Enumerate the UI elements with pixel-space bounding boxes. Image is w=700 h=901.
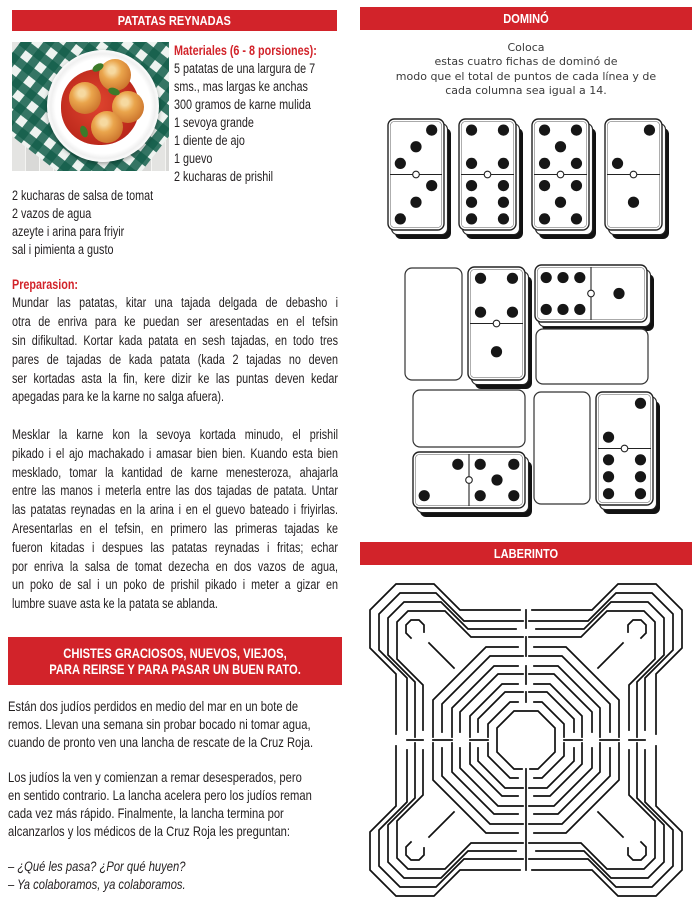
ingredient-item-group bbox=[12, 187, 252, 259]
domino-pip bbox=[426, 125, 437, 136]
domino-pip bbox=[498, 125, 509, 136]
domino-title-bar bbox=[360, 7, 692, 30]
preparation-line: Aresentarlas en el tefsin, en primero las primeras tajadas ke bbox=[12, 520, 338, 536]
recipe-title-bar bbox=[12, 10, 337, 31]
domino-pip bbox=[539, 213, 550, 224]
domino-grid-slot bbox=[413, 390, 525, 447]
preparation-line: lumbre suave asta ke la patata se ablanda. bbox=[12, 596, 218, 612]
joke-paragraph bbox=[8, 698, 344, 751]
domino-pip bbox=[571, 213, 582, 224]
domino-pip bbox=[612, 158, 623, 169]
domino-pip bbox=[498, 197, 509, 208]
domino-pip bbox=[475, 273, 486, 284]
domino-pip bbox=[466, 213, 477, 224]
domino-center-pin bbox=[588, 290, 595, 297]
jokes-title-line: CHISTES GRACIOSOS, NUEVOS, VIEJOS, bbox=[63, 645, 287, 661]
preparation-line: Mundar las patatas, kitar una tajada delgada de debasho i bbox=[12, 295, 338, 311]
maze-quadrant bbox=[529, 743, 682, 896]
domino-center-pin bbox=[413, 171, 420, 178]
maze bbox=[366, 580, 686, 900]
ingredient-item: azeyte i arina para friyir bbox=[12, 224, 125, 239]
dialogue-line: – ¿Qué les pasa? ¿Por qué huyen? bbox=[8, 858, 186, 875]
domino-grid-piece bbox=[468, 267, 532, 389]
ingredient-item: sms., mas largas ke anchas bbox=[174, 79, 308, 94]
domino-pip bbox=[603, 471, 614, 482]
domino-pip bbox=[571, 180, 582, 191]
joke-dialogue bbox=[8, 858, 344, 894]
recipe-photo bbox=[12, 42, 169, 171]
preparation-line: entre las manos i meterla entre las dos tajadas de patata. Untar bbox=[12, 483, 338, 499]
joke-line: Los judíos la ven y comienzan a remar desesperados, pero bbox=[8, 769, 302, 786]
preparation-line: un poko de sal i un poko de prishil pikado i meter a gizar en bbox=[12, 577, 338, 593]
domino-pip bbox=[508, 490, 519, 501]
domino-pip bbox=[635, 471, 646, 482]
domino-title: DOMINÓ bbox=[503, 11, 549, 26]
potato-ball bbox=[69, 82, 101, 114]
recipe-title: PATATAS REYNADAS bbox=[117, 13, 231, 28]
domino-grid-piece bbox=[413, 452, 532, 517]
ingredient-item: 300 gramos de karne mulida bbox=[174, 97, 311, 112]
domino-pip bbox=[603, 454, 614, 465]
joke-line: en sentido contrario. La lancha acelera pero los judíos reman bbox=[8, 786, 312, 803]
instruction-line: cada columna sea igual a 14. bbox=[445, 84, 607, 98]
domino-pip bbox=[466, 125, 477, 136]
preparation-line: pares de tajadas de kada patata (kada 2 tajadas no deven bbox=[12, 351, 338, 367]
domino-pip bbox=[466, 180, 477, 191]
jokes-title-box bbox=[8, 637, 342, 685]
domino-center-pin bbox=[557, 171, 564, 178]
ingredient-item: 5 patatas de una largura de 7 bbox=[174, 61, 316, 76]
domino-empty-slot bbox=[536, 329, 648, 384]
joke-text bbox=[8, 698, 344, 894]
maze-wall bbox=[488, 702, 518, 737]
domino-pip bbox=[475, 459, 486, 470]
ingredient-item: 2 vazos de agua bbox=[12, 206, 92, 221]
maze-wall bbox=[406, 620, 424, 638]
ingredient-item: 1 diente de ajo bbox=[174, 133, 245, 148]
joke-line: alcanzarlos y los médicos de la Cruz Roja les preguntan: bbox=[8, 822, 291, 839]
maze-title: LABERINTO bbox=[493, 546, 559, 561]
ingredient-item-group bbox=[174, 60, 337, 186]
domino-pip bbox=[555, 197, 566, 208]
paragraph-spacer bbox=[8, 840, 344, 858]
domino-pip bbox=[466, 197, 477, 208]
preparation-line: otra de enriva para ke puedan ser aresentadas en el tefsin bbox=[12, 314, 338, 330]
joke-line: Están dos judíos perdidos en medio del mar en un bote de bbox=[8, 698, 299, 714]
domino-empty-slot bbox=[534, 392, 590, 504]
dialogue-line: – Ya colaboramos, ya colaboramos. bbox=[8, 875, 186, 892]
domino-center-pin bbox=[621, 445, 628, 452]
domino-grid-slot bbox=[536, 329, 648, 384]
domino-pip bbox=[410, 197, 421, 208]
preparation-heading: Preparasion: bbox=[12, 276, 79, 292]
preparation-line: por enriva la salsa de tomat dezecha en dos vazos de agua, bbox=[12, 558, 338, 574]
domino-pip bbox=[507, 307, 518, 318]
domino-center-pin bbox=[493, 320, 500, 327]
instruction-line: modo que el total de puntos de cada línea y de bbox=[395, 69, 657, 83]
domino-pip bbox=[419, 490, 430, 501]
domino-pip bbox=[507, 273, 518, 284]
domino-grid-slot bbox=[405, 268, 462, 380]
domino-pip bbox=[571, 158, 582, 169]
potato-ball bbox=[99, 59, 131, 91]
domino-pip bbox=[395, 213, 406, 224]
domino-pip bbox=[644, 125, 655, 136]
domino-pip bbox=[466, 158, 477, 169]
domino-pip bbox=[475, 307, 486, 318]
preparation-paragraph bbox=[12, 426, 338, 614]
domino-pip bbox=[508, 459, 519, 470]
domino-pip bbox=[574, 272, 585, 283]
domino-pip bbox=[539, 158, 550, 169]
domino-pip bbox=[613, 288, 624, 299]
instruction-line-group bbox=[360, 41, 692, 99]
domino-pip bbox=[426, 180, 437, 191]
paragraph-spacer bbox=[8, 751, 344, 769]
ingredient-item: 1 sevoya grande bbox=[174, 115, 254, 130]
domino-grid-piece bbox=[596, 392, 660, 514]
domino-pip bbox=[395, 158, 406, 169]
joke-line: remos. Llevan una semana sin probar bocado ni tomar agua, bbox=[8, 715, 311, 732]
domino-pip bbox=[475, 490, 486, 501]
domino-empty-slot bbox=[405, 268, 462, 380]
domino-grid-piece bbox=[535, 265, 654, 331]
preparation-line: mesklado, tomar la kantidad de karne menesteroza, ahajarla bbox=[12, 464, 338, 480]
maze-quadrant bbox=[370, 743, 523, 896]
paragraph-spacer bbox=[12, 407, 338, 426]
instruction-line: Coloca bbox=[507, 41, 545, 54]
domino-piece bbox=[532, 119, 596, 239]
maze-title-bar bbox=[360, 542, 692, 565]
domino-piece bbox=[388, 119, 451, 239]
jokes-title bbox=[8, 645, 342, 677]
preparation-line: Mesklar la karne kon la sevoya kortada minudo, el prishil bbox=[12, 426, 338, 442]
preparation-section bbox=[12, 276, 338, 614]
domino-pip bbox=[603, 432, 614, 443]
domino-pip bbox=[498, 213, 509, 224]
joke-paragraph bbox=[8, 769, 344, 840]
domino-pip bbox=[555, 141, 566, 152]
ingredient-item: sal i pimienta a gusto bbox=[12, 242, 114, 257]
domino-pip bbox=[635, 454, 646, 465]
joke-line: cada vez más rápido. Finalmente, la lancha termina por bbox=[8, 804, 284, 821]
domino-pip bbox=[539, 180, 550, 191]
maze-center-room bbox=[497, 711, 555, 769]
joke-line: cuando de pronto ven una lancha de rescate de la Cruz Roja. bbox=[8, 733, 314, 750]
ingredients-list bbox=[174, 42, 337, 186]
materials-heading: Materiales (6 - 8 porsiones): bbox=[174, 43, 317, 58]
maze-wall bbox=[429, 643, 454, 668]
domino-pip bbox=[410, 141, 421, 152]
instruction-line: estas cuatro fichas de dominó de bbox=[434, 55, 618, 69]
ingredient-item: 2 kucharas de salsa de tomat bbox=[12, 188, 154, 203]
ingredient-item: 2 kucharas de prishil bbox=[174, 169, 274, 184]
jokes-title-line: PARA REIRSE Y PARA PASAR UN BUEN RATO. bbox=[49, 661, 301, 677]
domino-pip bbox=[557, 304, 568, 315]
domino-center-pin bbox=[484, 171, 491, 178]
domino-empty-slot bbox=[413, 390, 525, 447]
domino-grid-slot bbox=[534, 392, 590, 504]
domino-pip bbox=[539, 125, 550, 136]
domino-pip bbox=[498, 158, 509, 169]
preparation-line: pikado i el ajo machakado i amasar bien bien. Kuando esta bien bbox=[12, 445, 338, 461]
domino-pip bbox=[635, 488, 646, 499]
potato-ball bbox=[91, 111, 123, 143]
preparation-line: ser kortadas asta la fin, kere dizir ke las puntas deven kedar bbox=[12, 370, 338, 386]
domino-pip bbox=[541, 304, 552, 315]
domino-pip bbox=[491, 474, 502, 485]
preparation-line: fueron kitadas i despues las patatas reynadas i fritas; echar bbox=[12, 539, 338, 555]
domino-center-pin bbox=[630, 171, 637, 178]
preparation-line: sin difikultad. Kortar kada patata en sesh tajadas, en todo tres bbox=[12, 332, 338, 348]
domino-pip bbox=[491, 346, 502, 357]
domino-puzzle bbox=[355, 100, 700, 530]
domino-pip bbox=[452, 459, 463, 470]
domino-pip bbox=[498, 180, 509, 191]
ingredient-item: 1 guevo bbox=[174, 151, 213, 166]
domino-pip bbox=[557, 272, 568, 283]
preparation-line: apegadas para ke la karne no salga afuera). bbox=[12, 389, 224, 405]
preparation-line: las patatas reynadas en la arina i en el guevo bateado i friyirlas. bbox=[12, 502, 338, 518]
ingredients-list-continued bbox=[12, 187, 252, 259]
maze-quadrant bbox=[529, 584, 682, 737]
domino-instructions bbox=[360, 41, 692, 99]
domino-pip bbox=[603, 488, 614, 499]
maze-quadrant bbox=[370, 584, 523, 737]
domino-piece bbox=[459, 119, 523, 239]
domino-pip bbox=[635, 398, 646, 409]
domino-pip bbox=[574, 304, 585, 315]
domino-pip bbox=[628, 197, 639, 208]
preparation-paragraph bbox=[12, 294, 338, 407]
domino-center-pin bbox=[466, 477, 473, 484]
domino-piece bbox=[605, 119, 669, 239]
domino-pip bbox=[541, 272, 552, 283]
domino-pip bbox=[571, 125, 582, 136]
